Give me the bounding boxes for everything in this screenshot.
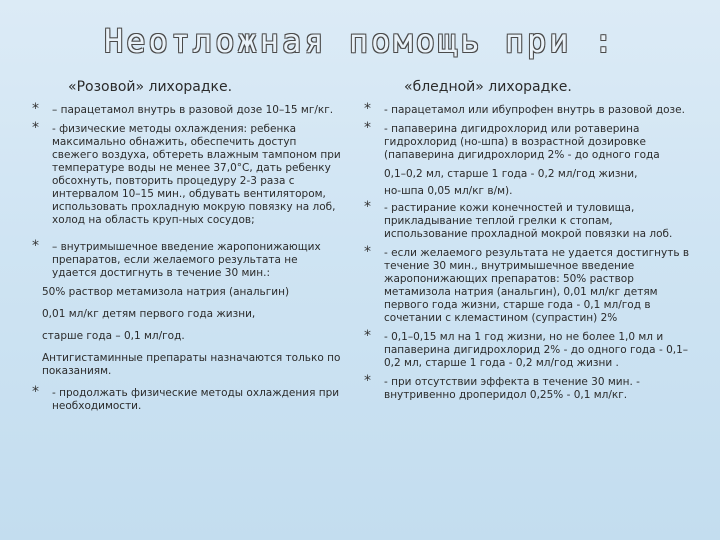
list-item: * - продолжать физические методы охлаждения при необходимости.: [32, 384, 340, 412]
asterisk-bullet-icon: *: [32, 101, 39, 117]
list-item-continuation: но-шпа 0,05 мл/кг в/м).: [384, 185, 513, 197]
list-item: * - 0,1–0,15 мл на 1 год жизни, но не более 1,0 мл и папаверина дигидрохлорид 2% - до одного года - 0,1–0,2 мл, старше 1 года - 0,2 мл/год жизни .: [364, 328, 689, 369]
list-item: * – внутримышечное введение жаропонижающих препаратов, если желаемого результата не удается достигнуть в течение 30 мин.:: [32, 238, 321, 279]
list-item: * - папаверина дигидрохлорид или ротаверина гидрохлорид (но-шпа) в возрастной дозировке (папаверина дигидрохлорид 2% - до одного года: [364, 120, 660, 161]
page-title: Неотложная помощь при :: [103, 22, 617, 60]
asterisk-bullet-icon: *: [364, 199, 371, 215]
asterisk-bullet-icon: *: [364, 328, 371, 344]
list-item: * - растирание кожи конечностей и туловища, прикладывание теплой грелки к стопам, использование прохладной мокрой повязки на лоб.: [364, 199, 673, 240]
asterisk-bullet-icon: *: [32, 384, 39, 400]
asterisk-bullet-icon: *: [32, 120, 39, 136]
pale-fever-heading: «бледной» лихорадке.: [404, 79, 572, 95]
asterisk-bullet-icon: *: [364, 244, 371, 260]
pale-fever-column: [364, 78, 694, 408]
list-item: * - если желаемого результата не удается достигнуть в течение 30 мин., внутримышечное введение жаропонижающих препаратов: 50% раствор метамизола натрия (анальгин), 0,01 мл/кг детям первого года жизни, старше года - 0,1 мл/год в сочетании с клемастином (супрастин) 2%: [364, 244, 690, 324]
asterisk-bullet-icon: *: [364, 120, 371, 136]
asterisk-bullet-icon: *: [364, 101, 371, 117]
asterisk-bullet-icon: *: [364, 373, 371, 389]
antihistamine-note: Антигистаминные препараты назначаются только по показаниям.: [42, 352, 341, 377]
list-item: * - при отсутствии эффекта в течение 30 мин. - внутривенно дроперидол 0,25% - 0,1 мл/кг.: [364, 373, 640, 401]
dosage-line: старше года – 0,1 мл/год.: [42, 330, 185, 342]
list-item: * - физические методы охлаждения: ребенка максимально обнажить, обеспечить доступ свежего воздуха, обтереть влажным тампоном при температуре воды не менее 37,0°С, дать ребенку обсохнуть, повторить процедуру 2-3 раза с интервалом 10–15 мин., обдувать вентилятором, использовать прохладную мокрую повязку на лоб, холод на область круп-ных сосудов;: [32, 120, 341, 226]
pink-fever-column: [32, 78, 342, 419]
list-item: * – парацетамол внутрь в разовой дозе 10–15 мг/кг.: [32, 101, 334, 117]
list-item-continuation: 0,1–0,2 мл, старше 1 года - 0,2 мл/год жизни,: [384, 168, 638, 180]
list-item: * - парацетамол или ибупрофен внутрь в разовой дозе.: [364, 101, 685, 117]
pink-fever-heading: «Розовой» лихорадке.: [68, 79, 233, 95]
asterisk-bullet-icon: *: [32, 238, 39, 254]
dosage-line: 50% раствор метамизола натрия (анальгин): [42, 286, 290, 298]
dosage-line: 0,01 мл/кг детям первого года жизни,: [42, 308, 256, 320]
